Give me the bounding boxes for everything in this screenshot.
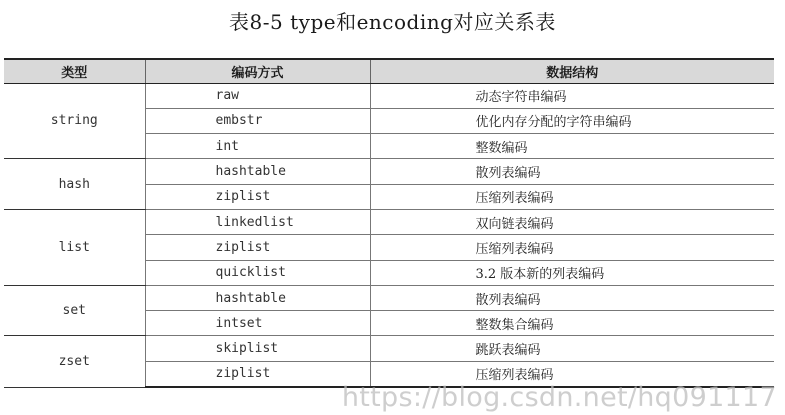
header-encoding: 编码方式 — [145, 59, 370, 83]
watermark: https://blog.csdn.net/hq091117 — [341, 382, 777, 413]
structure-cell: 散列表编码 — [370, 159, 774, 184]
encoding-cell: skiplist — [145, 336, 370, 361]
type-cell: set — [4, 285, 145, 336]
table-body — [4, 83, 774, 387]
structure-cell: 跳跃表编码 — [370, 336, 774, 361]
header-structure: 数据结构 — [370, 59, 774, 83]
encoding-cell: ziplist — [145, 235, 370, 260]
encoding-cell: linkedlist — [145, 209, 370, 234]
structure-cell: 优化内存分配的字符串编码 — [370, 108, 774, 133]
structure-cell: 整数集合编码 — [370, 311, 774, 336]
table-row — [4, 285, 774, 310]
table-header — [4, 59, 774, 83]
encoding-cell: hashtable — [145, 159, 370, 184]
table-row — [4, 336, 774, 361]
encoding-table — [4, 58, 774, 388]
type-cell: string — [4, 83, 145, 159]
structure-cell: 压缩列表编码 — [370, 235, 774, 260]
encoding-cell: ziplist — [145, 184, 370, 209]
encoding-cell: intset — [145, 311, 370, 336]
structure-cell: 动态字符串编码 — [370, 83, 774, 108]
encoding-cell: ziplist — [145, 361, 370, 387]
encoding-cell: hashtable — [145, 285, 370, 310]
encoding-cell: int — [145, 134, 370, 159]
encoding-cell: quicklist — [145, 260, 370, 285]
structure-cell: 压缩列表编码 — [370, 361, 774, 387]
table-caption: 表8-5 type和encoding对应关系表 — [229, 10, 556, 34]
encoding-cell: embstr — [145, 108, 370, 133]
type-cell: list — [4, 209, 145, 285]
table-row — [4, 159, 774, 184]
structure-cell: 压缩列表编码 — [370, 184, 774, 209]
table-row — [4, 83, 774, 108]
structure-cell: 3.2 版本新的列表编码 — [370, 260, 774, 285]
structure-cell: 整数编码 — [370, 134, 774, 159]
structure-cell: 双向链表编码 — [370, 209, 774, 234]
type-cell: zset — [4, 336, 145, 387]
table-row — [4, 209, 774, 234]
type-cell: hash — [4, 159, 145, 210]
header-type: 类型 — [4, 59, 145, 83]
encoding-cell: raw — [145, 83, 370, 108]
structure-cell: 散列表编码 — [370, 285, 774, 310]
